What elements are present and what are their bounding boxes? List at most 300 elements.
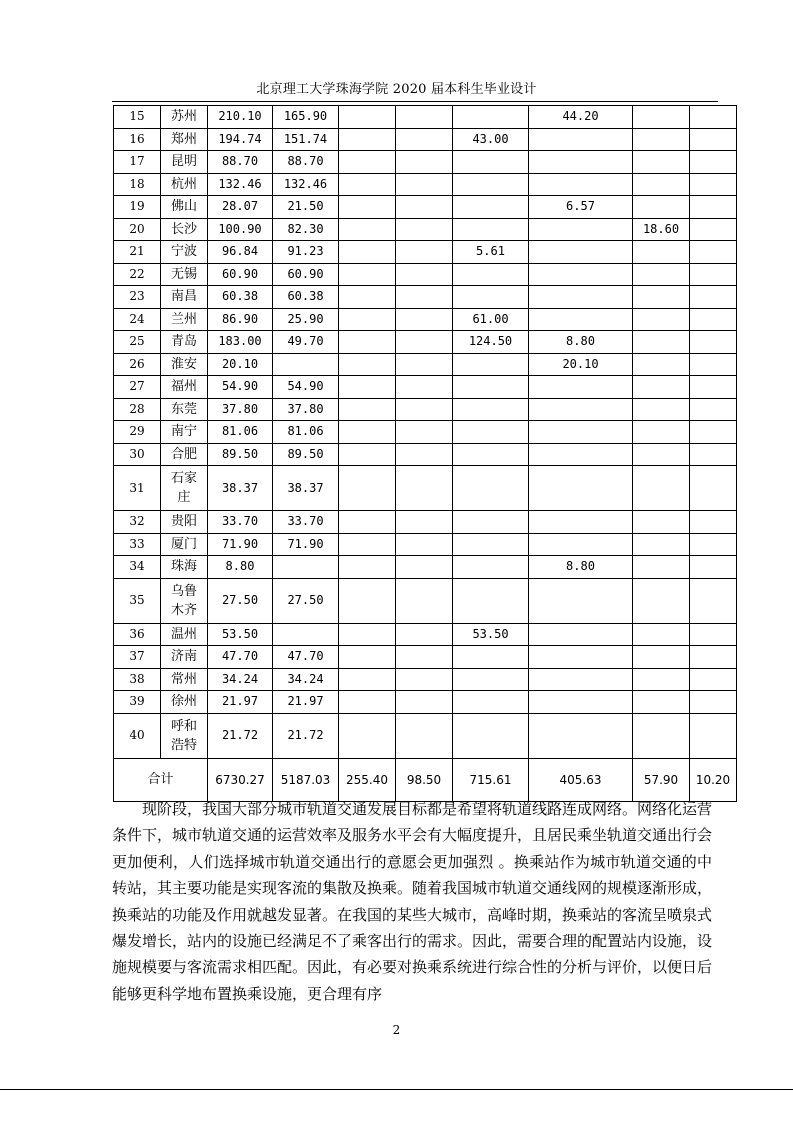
row-index: 34 (114, 556, 161, 579)
table-row (114, 421, 737, 444)
table-row (114, 308, 737, 331)
value-cell (690, 578, 737, 623)
value-cell (633, 713, 690, 758)
value-cell (690, 668, 737, 691)
value-cell (529, 578, 633, 623)
value-cell (396, 556, 453, 579)
value-cell (690, 691, 737, 714)
value-cell (396, 376, 453, 399)
value-cell (453, 353, 529, 376)
value-cell (690, 353, 737, 376)
city-name: 南宁 (161, 421, 208, 444)
value-cell (339, 106, 396, 129)
value-cell (633, 556, 690, 579)
page-header: 北京理工大学珠海学院 2020 届本科生毕业设计 (256, 82, 537, 97)
value-cell (529, 623, 633, 646)
value-cell (396, 533, 453, 556)
value-cell: 44.20 (529, 106, 633, 129)
value-cell (690, 376, 737, 399)
value-cell (633, 511, 690, 534)
value-cell (633, 578, 690, 623)
table-row (114, 691, 737, 714)
value-cell (339, 218, 396, 241)
table-row (114, 331, 737, 354)
value-cell (339, 286, 396, 309)
table-row (114, 466, 737, 511)
value-cell (453, 173, 529, 196)
value-cell (396, 421, 453, 444)
value-cell (339, 691, 396, 714)
value-cell (633, 466, 690, 511)
value-cell: 194.74 (208, 128, 273, 151)
value-cell (453, 286, 529, 309)
value-cell (396, 173, 453, 196)
row-index: 23 (114, 286, 161, 309)
city-name: 苏州 (161, 106, 208, 129)
value-cell (453, 668, 529, 691)
value-cell (339, 511, 396, 534)
value-cell (690, 196, 737, 219)
value-cell (453, 398, 529, 421)
value-cell (529, 421, 633, 444)
value-cell (529, 668, 633, 691)
value-cell (339, 646, 396, 669)
value-cell (339, 398, 396, 421)
value-cell (273, 556, 339, 579)
value-cell: 132.46 (208, 173, 273, 196)
value-cell (396, 466, 453, 511)
value-cell: 91.23 (273, 241, 339, 264)
value-cell: 33.70 (273, 511, 339, 534)
value-cell (529, 151, 633, 174)
value-cell: 124.50 (453, 331, 529, 354)
value-cell (529, 173, 633, 196)
value-cell (690, 713, 737, 758)
value-cell (633, 173, 690, 196)
table-row (114, 443, 737, 466)
row-index: 38 (114, 668, 161, 691)
value-cell (453, 578, 529, 623)
value-cell (690, 623, 737, 646)
value-cell (396, 623, 453, 646)
value-cell: 132.46 (273, 173, 339, 196)
total-value: 57.90 (633, 758, 690, 801)
value-cell: 49.70 (273, 331, 339, 354)
value-cell: 21.50 (273, 196, 339, 219)
value-cell (529, 646, 633, 669)
value-cell: 81.06 (208, 421, 273, 444)
value-cell (529, 241, 633, 264)
city-name: 温州 (161, 623, 208, 646)
city-name: 青岛 (161, 331, 208, 354)
value-cell (396, 128, 453, 151)
value-cell (339, 713, 396, 758)
value-cell: 37.80 (208, 398, 273, 421)
row-index: 17 (114, 151, 161, 174)
value-cell: 5.61 (453, 241, 529, 264)
value-cell (690, 646, 737, 669)
value-cell: 88.70 (273, 151, 339, 174)
value-cell: 20.10 (208, 353, 273, 376)
value-cell: 27.50 (273, 578, 339, 623)
city-name: 厦门 (161, 533, 208, 556)
value-cell (339, 263, 396, 286)
value-cell (529, 691, 633, 714)
value-cell (339, 353, 396, 376)
row-index: 37 (114, 646, 161, 669)
value-cell (396, 106, 453, 129)
value-cell (453, 263, 529, 286)
city-name: 无锡 (161, 263, 208, 286)
value-cell (396, 578, 453, 623)
metro-length-table (113, 105, 737, 802)
table-row (114, 533, 737, 556)
value-cell (529, 218, 633, 241)
total-value: 98.50 (396, 758, 453, 801)
value-cell: 20.10 (529, 353, 633, 376)
value-cell (529, 398, 633, 421)
city-name: 徐州 (161, 691, 208, 714)
city-name: 淮安 (161, 353, 208, 376)
row-index: 19 (114, 196, 161, 219)
value-cell (633, 151, 690, 174)
total-value: 405.63 (529, 758, 633, 801)
row-index: 28 (114, 398, 161, 421)
value-cell (529, 533, 633, 556)
value-cell: 96.84 (208, 241, 273, 264)
city-name: 杭州 (161, 173, 208, 196)
value-cell (690, 263, 737, 286)
value-cell (453, 421, 529, 444)
value-cell (453, 151, 529, 174)
row-index: 27 (114, 376, 161, 399)
value-cell (453, 556, 529, 579)
value-cell (633, 241, 690, 264)
value-cell: 60.90 (208, 263, 273, 286)
table-row (114, 578, 737, 623)
row-index: 35 (114, 578, 161, 623)
page-number: 2 (392, 1023, 401, 1037)
value-cell (690, 421, 737, 444)
row-index: 24 (114, 308, 161, 331)
value-cell (339, 308, 396, 331)
row-index: 29 (114, 421, 161, 444)
value-cell: 86.90 (208, 308, 273, 331)
value-cell: 54.90 (208, 376, 273, 399)
value-cell: 8.80 (529, 331, 633, 354)
total-value: 6730.27 (208, 758, 273, 801)
value-cell: 100.90 (208, 218, 273, 241)
value-cell (339, 466, 396, 511)
city-name: 郑州 (161, 128, 208, 151)
table-row (114, 556, 737, 579)
value-cell: 81.06 (273, 421, 339, 444)
value-cell (396, 691, 453, 714)
value-cell (396, 263, 453, 286)
value-cell (273, 623, 339, 646)
row-index: 20 (114, 218, 161, 241)
value-cell (690, 556, 737, 579)
value-cell: 25.90 (273, 308, 339, 331)
value-cell (339, 533, 396, 556)
value-cell (690, 128, 737, 151)
value-cell (633, 533, 690, 556)
value-cell (339, 128, 396, 151)
city-name: 济南 (161, 646, 208, 669)
row-index: 39 (114, 691, 161, 714)
value-cell (396, 196, 453, 219)
value-cell (453, 376, 529, 399)
row-index: 16 (114, 128, 161, 151)
city-name: 呼和浩特 (161, 713, 208, 758)
value-cell (633, 668, 690, 691)
value-cell: 165.90 (273, 106, 339, 129)
city-name: 佛山 (161, 196, 208, 219)
table-row (114, 353, 737, 376)
value-cell (396, 353, 453, 376)
city-name: 兰州 (161, 308, 208, 331)
value-cell (633, 286, 690, 309)
total-value: 10.20 (690, 758, 737, 801)
value-cell: 183.00 (208, 331, 273, 354)
value-cell (339, 556, 396, 579)
value-cell: 21.72 (208, 713, 273, 758)
value-cell: 37.80 (273, 398, 339, 421)
value-cell (339, 241, 396, 264)
value-cell (633, 398, 690, 421)
value-cell (529, 128, 633, 151)
value-cell (529, 466, 633, 511)
value-cell (396, 151, 453, 174)
total-value: 255.40 (339, 758, 396, 801)
value-cell: 47.70 (273, 646, 339, 669)
value-cell (633, 691, 690, 714)
value-cell (339, 668, 396, 691)
value-cell (529, 286, 633, 309)
value-cell (453, 106, 529, 129)
table-row (114, 713, 737, 758)
value-cell (690, 331, 737, 354)
value-cell (529, 376, 633, 399)
value-cell: 21.97 (208, 691, 273, 714)
city-name: 常州 (161, 668, 208, 691)
header-divider (112, 101, 718, 102)
value-cell (690, 218, 737, 241)
city-name: 合肥 (161, 443, 208, 466)
city-name: 昆明 (161, 151, 208, 174)
row-index: 32 (114, 511, 161, 534)
value-cell: 47.70 (208, 646, 273, 669)
value-cell (453, 466, 529, 511)
city-name: 珠海 (161, 556, 208, 579)
table-row (114, 106, 737, 129)
value-cell (396, 286, 453, 309)
value-cell (690, 443, 737, 466)
value-cell (690, 511, 737, 534)
value-cell (396, 218, 453, 241)
row-index: 22 (114, 263, 161, 286)
value-cell (529, 511, 633, 534)
value-cell: 82.30 (273, 218, 339, 241)
value-cell (339, 376, 396, 399)
table-row (114, 646, 737, 669)
total-value: 5187.03 (273, 758, 339, 801)
value-cell: 151.74 (273, 128, 339, 151)
row-index: 18 (114, 173, 161, 196)
value-cell: 53.50 (453, 623, 529, 646)
footer-divider (0, 1089, 793, 1090)
value-cell (633, 376, 690, 399)
table-row (114, 241, 737, 264)
row-index: 31 (114, 466, 161, 511)
value-cell (339, 173, 396, 196)
value-cell: 6.57 (529, 196, 633, 219)
value-cell: 71.90 (273, 533, 339, 556)
value-cell (690, 106, 737, 129)
value-cell (633, 263, 690, 286)
table-row (114, 511, 737, 534)
value-cell: 54.90 (273, 376, 339, 399)
value-cell: 27.50 (208, 578, 273, 623)
row-index: 36 (114, 623, 161, 646)
value-cell: 8.80 (529, 556, 633, 579)
value-cell (339, 443, 396, 466)
value-cell (633, 128, 690, 151)
value-cell (529, 308, 633, 331)
value-cell: 34.24 (208, 668, 273, 691)
value-cell: 38.37 (208, 466, 273, 511)
value-cell (529, 263, 633, 286)
row-index: 30 (114, 443, 161, 466)
value-cell (396, 241, 453, 264)
value-cell (633, 443, 690, 466)
value-cell (453, 196, 529, 219)
row-index: 25 (114, 331, 161, 354)
value-cell (690, 466, 737, 511)
value-cell: 60.90 (273, 263, 339, 286)
value-cell (453, 646, 529, 669)
value-cell: 53.50 (208, 623, 273, 646)
table-row (114, 151, 737, 174)
city-name: 福州 (161, 376, 208, 399)
row-index: 15 (114, 106, 161, 129)
value-cell: 61.00 (453, 308, 529, 331)
value-cell (633, 308, 690, 331)
row-index: 40 (114, 713, 161, 758)
value-cell: 88.70 (208, 151, 273, 174)
value-cell (690, 308, 737, 331)
value-cell (633, 331, 690, 354)
table-row (114, 196, 737, 219)
value-cell (453, 533, 529, 556)
value-cell (339, 421, 396, 444)
row-index: 33 (114, 533, 161, 556)
value-cell: 89.50 (208, 443, 273, 466)
value-cell (690, 173, 737, 196)
value-cell (396, 398, 453, 421)
value-cell (633, 646, 690, 669)
value-cell (633, 106, 690, 129)
value-cell (396, 308, 453, 331)
value-cell (396, 511, 453, 534)
value-cell (339, 578, 396, 623)
row-index: 21 (114, 241, 161, 264)
value-cell (633, 196, 690, 219)
total-label: 合计 (114, 758, 208, 801)
value-cell (396, 668, 453, 691)
value-cell (339, 623, 396, 646)
value-cell (273, 353, 339, 376)
value-cell (529, 713, 633, 758)
city-name: 石家庄 (161, 466, 208, 511)
value-cell (453, 511, 529, 534)
body-paragraph: 现阶段，我国大部分城市轨道交通发展目标都是希望将轨道线路连成网络。网络化运营条件下，城市轨道交通的运营效率及服务水平会有大幅度提升，且居民乘坐轨道交通出行会更加便利，人们选择城市轨道交通出行的意愿会更加强烈 。换乘站作为城市轨道交通的中转站，其主要功能是实现客流的集散及换乘。随着我国城市轨道交通线网的规模逐渐形成，换乘站的功能及作用就越发显著。在我国的某些大城市，高峰时期，换乘站的客流呈喷泉式爆发增长，站内的设施已经满足不了乘客出行的需求。因此，需要合理的配置站内设施，设施规模要与客流需求相匹配。因此，有必要对换乘系统进行综合性的分析与评价，以便日后能够更科学地布置换乘设施，更合理有序 (112, 800, 713, 1003)
value-cell (690, 533, 737, 556)
city-name: 长沙 (161, 218, 208, 241)
table-row (114, 128, 737, 151)
value-cell (633, 623, 690, 646)
value-cell: 89.50 (273, 443, 339, 466)
value-cell (453, 218, 529, 241)
city-name: 南昌 (161, 286, 208, 309)
value-cell: 71.90 (208, 533, 273, 556)
value-cell: 18.60 (633, 218, 690, 241)
table-row (114, 376, 737, 399)
value-cell (690, 286, 737, 309)
value-cell: 210.10 (208, 106, 273, 129)
value-cell: 21.97 (273, 691, 339, 714)
value-cell (453, 443, 529, 466)
value-cell: 28.07 (208, 196, 273, 219)
total-value: 715.61 (453, 758, 529, 801)
value-cell (453, 691, 529, 714)
value-cell (396, 646, 453, 669)
city-name: 东莞 (161, 398, 208, 421)
value-cell (690, 398, 737, 421)
value-cell (529, 443, 633, 466)
table-row (114, 173, 737, 196)
value-cell (633, 353, 690, 376)
value-cell (396, 713, 453, 758)
value-cell (339, 196, 396, 219)
table-row (114, 286, 737, 309)
city-name: 宁波 (161, 241, 208, 264)
value-cell: 43.00 (453, 128, 529, 151)
city-name: 乌鲁木齐 (161, 578, 208, 623)
value-cell: 21.72 (273, 713, 339, 758)
table-row (114, 398, 737, 421)
value-cell: 8.80 (208, 556, 273, 579)
value-cell (396, 331, 453, 354)
value-cell: 60.38 (273, 286, 339, 309)
value-cell: 38.37 (273, 466, 339, 511)
total-row (114, 758, 737, 801)
value-cell (633, 421, 690, 444)
table-row (114, 218, 737, 241)
value-cell (690, 151, 737, 174)
value-cell: 33.70 (208, 511, 273, 534)
city-name: 贵阳 (161, 511, 208, 534)
value-cell: 60.38 (208, 286, 273, 309)
value-cell (339, 331, 396, 354)
row-index: 26 (114, 353, 161, 376)
table-row (114, 668, 737, 691)
value-cell (396, 443, 453, 466)
value-cell (339, 151, 396, 174)
value-cell (453, 713, 529, 758)
value-cell (690, 241, 737, 264)
table-row (114, 263, 737, 286)
